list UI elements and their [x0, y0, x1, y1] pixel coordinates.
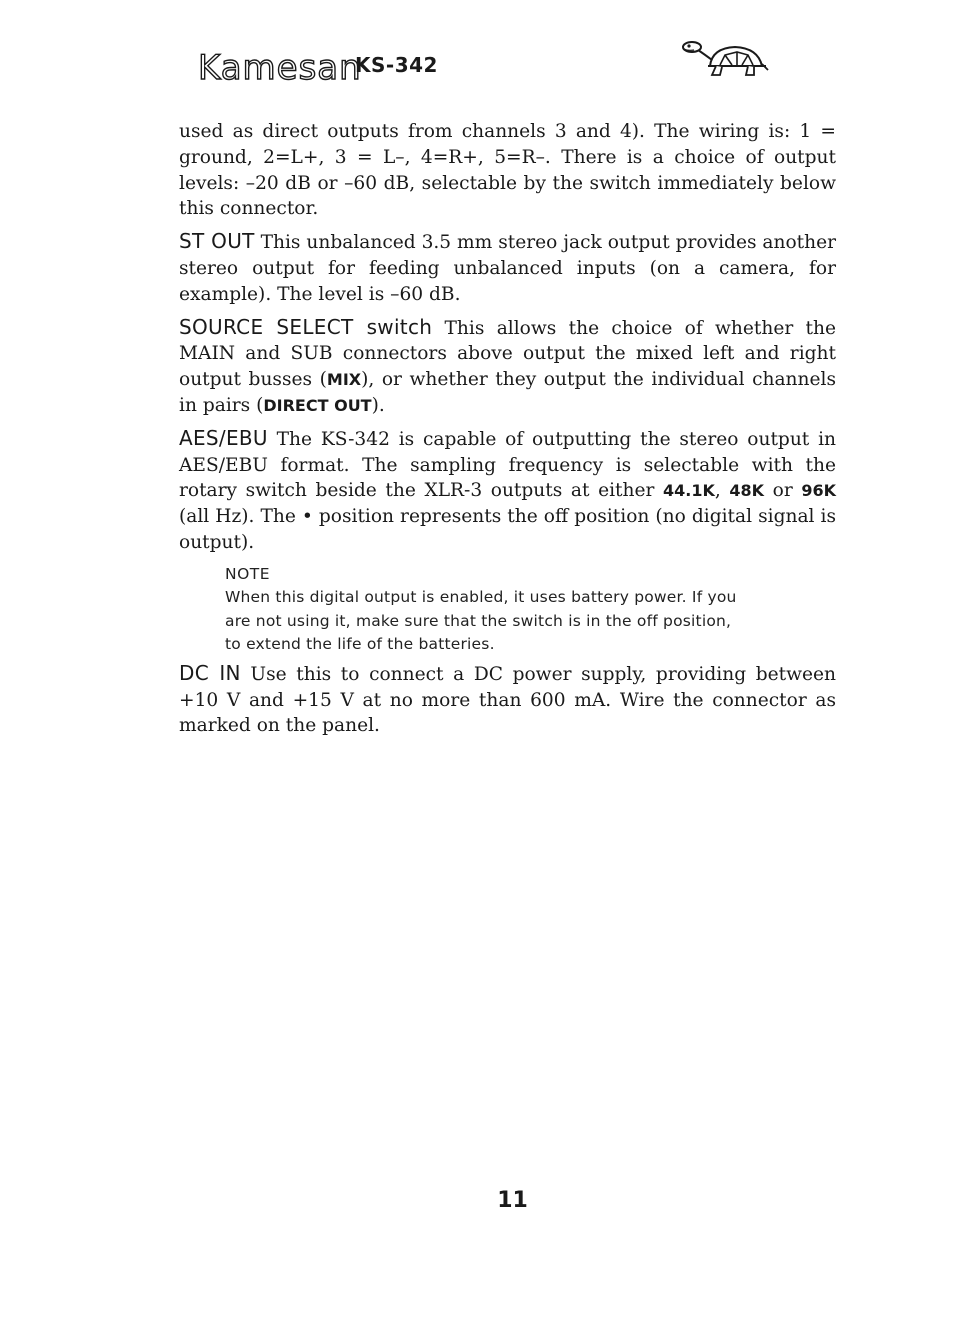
- source-select-heading: SOURCE SELECT switch: [179, 314, 433, 339]
- mix-keyword: MIX: [326, 370, 362, 390]
- note-line: to extend the life of the batteries.: [225, 635, 495, 654]
- note-line: When this digital output is enabled, it uses battery power. If you: [225, 588, 737, 607]
- aes-ebu-text-2: ,: [714, 480, 730, 502]
- source-select-text-1: This allows the choice of whether the MAIN and SUB connectors above output the mixed left and right output busses (: [179, 317, 836, 391]
- direct-out-keyword: DIRECT OUT: [263, 395, 372, 415]
- dc-in-heading: DC IN: [179, 660, 241, 685]
- page-header: [198, 40, 778, 90]
- note-box: [225, 563, 836, 657]
- source-select-text-3: ).: [371, 394, 385, 416]
- turtle-icon: [680, 40, 770, 78]
- st-out-heading: ST OUT: [179, 229, 255, 254]
- aes-ebu-heading: AES/EBU: [179, 425, 268, 450]
- aes-ebu-paragraph: [179, 426, 836, 556]
- st-out-text: This unbalanced 3.5 mm stereo jack output provides another stereo output for feeding unbalanced inputs (on a camera, for example). The level is –60 dB.: [179, 232, 837, 305]
- source-select-paragraph: [179, 315, 836, 419]
- dc-in-paragraph: [179, 661, 836, 739]
- intro-paragraph: used as direct outputs from channels 3 and 4). The wiring is: 1 = ground, 2=L+, 3 = L–, 4=R+, 5=R–. There is a choice of output levels: –20 dB or –60 dB, selectable by the switch immediately below this connector.: [179, 121, 836, 220]
- model-name: KS-342: [355, 53, 438, 77]
- aes-ebu-text-1: The KS-342 is capable of outputting the stereo output in AES/EBU format. The sampling frequency is selectable with the rotary switch beside the XLR-3 outputs at either: [179, 428, 836, 502]
- freq-96k-keyword: 96K: [801, 481, 836, 501]
- note-line: are not using it, make sure that the switch is in the off position,: [225, 611, 732, 630]
- dc-in-text: Use this to connect a DC power supply, providing between +10 V and +15 V at no more than 600 mA. Wire the connector as marked on the panel.: [179, 663, 836, 737]
- brand-logo: Kamesan: [198, 48, 362, 88]
- freq-48k-keyword: 48K: [729, 481, 765, 501]
- st-out-paragraph: [179, 229, 836, 307]
- note-title: NOTE: [225, 564, 271, 583]
- aes-ebu-text-3: or: [764, 480, 802, 502]
- page-number: 11: [497, 1188, 528, 1213]
- aes-ebu-text-4: (all Hz). The • position represents the off position (no digital signal is output).: [179, 506, 836, 553]
- page-content: [179, 119, 836, 746]
- freq-44k-keyword: 44.1K: [662, 481, 715, 501]
- source-select-text-2: ), or whether they output the individual channels in pairs (: [179, 369, 836, 416]
